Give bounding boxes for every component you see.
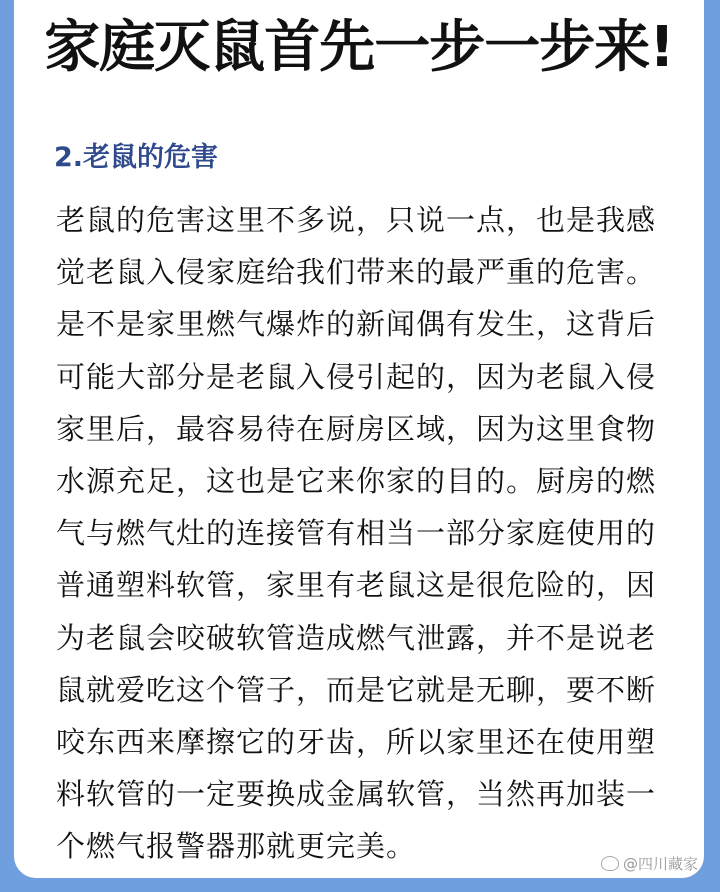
body-line: 咬东西来摩擦它的牙齿，所以家里还在使用塑 [56, 725, 657, 760]
body-line: 水源充足，这也是它来你家的目的。厨房的燃 [56, 464, 657, 499]
body-line: 料软管的一定要换成金属软管，当然再加装一 [56, 777, 657, 812]
body-line: 觉老鼠入侵家庭给我们带来的最严重的危害。 [56, 255, 657, 290]
watermark [601, 853, 698, 874]
body-line: 气与燃气灶的连接管有相当一部分家庭使用的 [56, 516, 657, 551]
body-line: 老鼠的危害这里不多说，只说一点，也是我感 [56, 203, 657, 237]
body-line: 普通塑料软管，家里有老鼠这是很危险的，因 [56, 568, 657, 603]
body-line: 鼠就爱吃这个管子，而是它就是无聊，要不断 [56, 672, 657, 707]
body-line: 为老鼠会咬破软管造成燃气泄露，并不是说老 [56, 620, 657, 655]
body-line: 家里后，最容易待在厨房区域，因为这里食物 [56, 411, 657, 446]
article-card [14, 0, 704, 878]
body-line: 可能大部分是老鼠入侵引起的，因为老鼠入侵 [56, 359, 657, 394]
body-line: 是不是家里燃气爆炸的新闻偶有发生，这背后 [56, 307, 657, 342]
body-line: 个燃气报警器那就更完美。 [56, 829, 417, 864]
weibo-icon [601, 856, 619, 871]
page-title: 家庭灭鼠首先一步一步来! [44, 15, 674, 80]
body-text [56, 194, 696, 873]
section-heading: 2.老鼠的危害 [54, 142, 219, 173]
watermark-text: @四川藏家 [622, 855, 698, 873]
